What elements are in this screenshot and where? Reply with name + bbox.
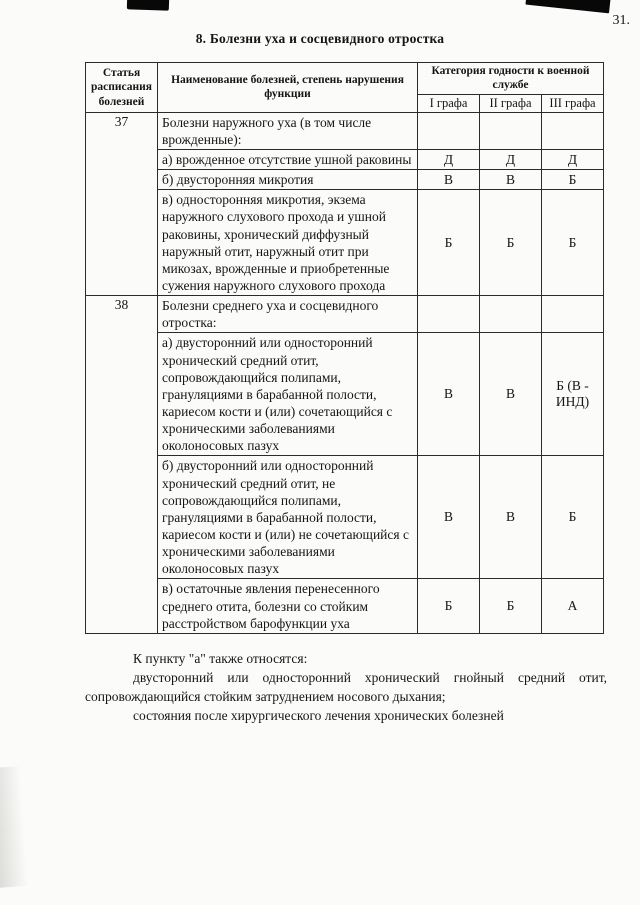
category-cell: Б: [418, 579, 480, 633]
table-row: [86, 579, 604, 633]
footnote-item-1: двусторонний или односторонний хронический гнойный средний отит, сопровождающийся стойким затруднением носового дыхания;: [85, 669, 607, 705]
category-cell: [480, 296, 542, 333]
category-cell: В: [418, 170, 480, 190]
disease-schedule-table: [85, 62, 604, 634]
category-cell: Б: [480, 579, 542, 633]
table-row: [86, 170, 604, 190]
disease-name-cell: б) двусторонняя микротия: [158, 170, 418, 190]
category-cell: [542, 296, 604, 333]
page-number: 31.: [612, 13, 630, 28]
table-row: [86, 333, 604, 456]
header-grade-2: II графа: [480, 94, 542, 112]
table-row: [86, 150, 604, 170]
category-cell: [418, 112, 480, 149]
category-cell: Б: [542, 170, 604, 190]
footnotes-block: [85, 649, 607, 726]
header-article: Статья расписания болезней: [86, 63, 158, 113]
category-cell: Б: [418, 190, 480, 296]
table-header-row: [86, 63, 604, 95]
footnote-item-2: состояния после хирургического лечения хронических болезней: [133, 708, 504, 724]
disease-name-cell: Болезни наружного уха (в том числе врожденные):: [158, 112, 418, 149]
table-row: [86, 112, 604, 149]
category-cell: [418, 296, 480, 333]
disease-name-cell: а) врожденное отсутствие ушной раковины: [158, 150, 418, 170]
header-disease-name: Наименование болезней, степень нарушения функции: [158, 63, 418, 113]
category-cell: Б (В - ИНД): [542, 333, 604, 456]
header-category: Категория годности к военной службе: [418, 63, 604, 95]
scan-page-edge-shade: [0, 766, 28, 888]
category-cell: В: [480, 170, 542, 190]
document-title: 8. Болезни уха и сосцевидного отростка: [195, 31, 445, 46]
header-grade-3: III графа: [542, 94, 604, 112]
category-cell: А: [542, 579, 604, 633]
category-cell: Д: [480, 150, 542, 170]
disease-name-cell: в) остаточные явления перенесенного среднего отита, болезни со стойким расстройством барофункции уха: [158, 579, 418, 633]
category-cell: В: [480, 333, 542, 456]
category-cell: [480, 112, 542, 149]
category-cell: В: [480, 456, 542, 579]
disease-name-cell: в) односторонняя микротия, экзема наружного слухового прохода и ушной раковины, хронический диффузный наружный отит, наружный отит при микозах, врожденные и приобретенные сужения наружного слухового прохода: [158, 190, 418, 296]
category-cell: Д: [418, 150, 480, 170]
category-cell: Б: [480, 190, 542, 296]
table-row: [86, 190, 604, 296]
category-cell: Б: [542, 190, 604, 296]
category-cell: Д: [542, 150, 604, 170]
disease-name-cell: а) двусторонний или односторонний хронический средний отит, сопровождающийся полипами, грануляциями в барабанной полости, кариесом кости и (или) сочетающийся с хроническими заболеваниями околоносовых пазух: [158, 333, 418, 456]
table-row: [86, 456, 604, 579]
scan-artifact-blot: [127, 0, 169, 11]
category-cell: В: [418, 333, 480, 456]
category-cell: В: [418, 456, 480, 579]
disease-name-cell: Болезни среднего уха и сосцевидного отростка:: [158, 296, 418, 333]
category-cell: [542, 112, 604, 149]
category-cell: Б: [542, 456, 604, 579]
footnote-intro: К пункту "а" также относятся:: [133, 650, 308, 666]
disease-name-cell: б) двусторонний или односторонний хронический средний отит, не сопровождающийся полипами, грануляциями в барабанной полости, кариесом кости и (или) не сочетающийся с хроническими заболеваниями околоносовых пазух: [158, 456, 418, 579]
article-number-cell: 38: [86, 296, 158, 634]
table-row: [86, 296, 604, 333]
article-number-cell: 37: [86, 112, 158, 295]
header-grade-1: I графа: [418, 94, 480, 112]
